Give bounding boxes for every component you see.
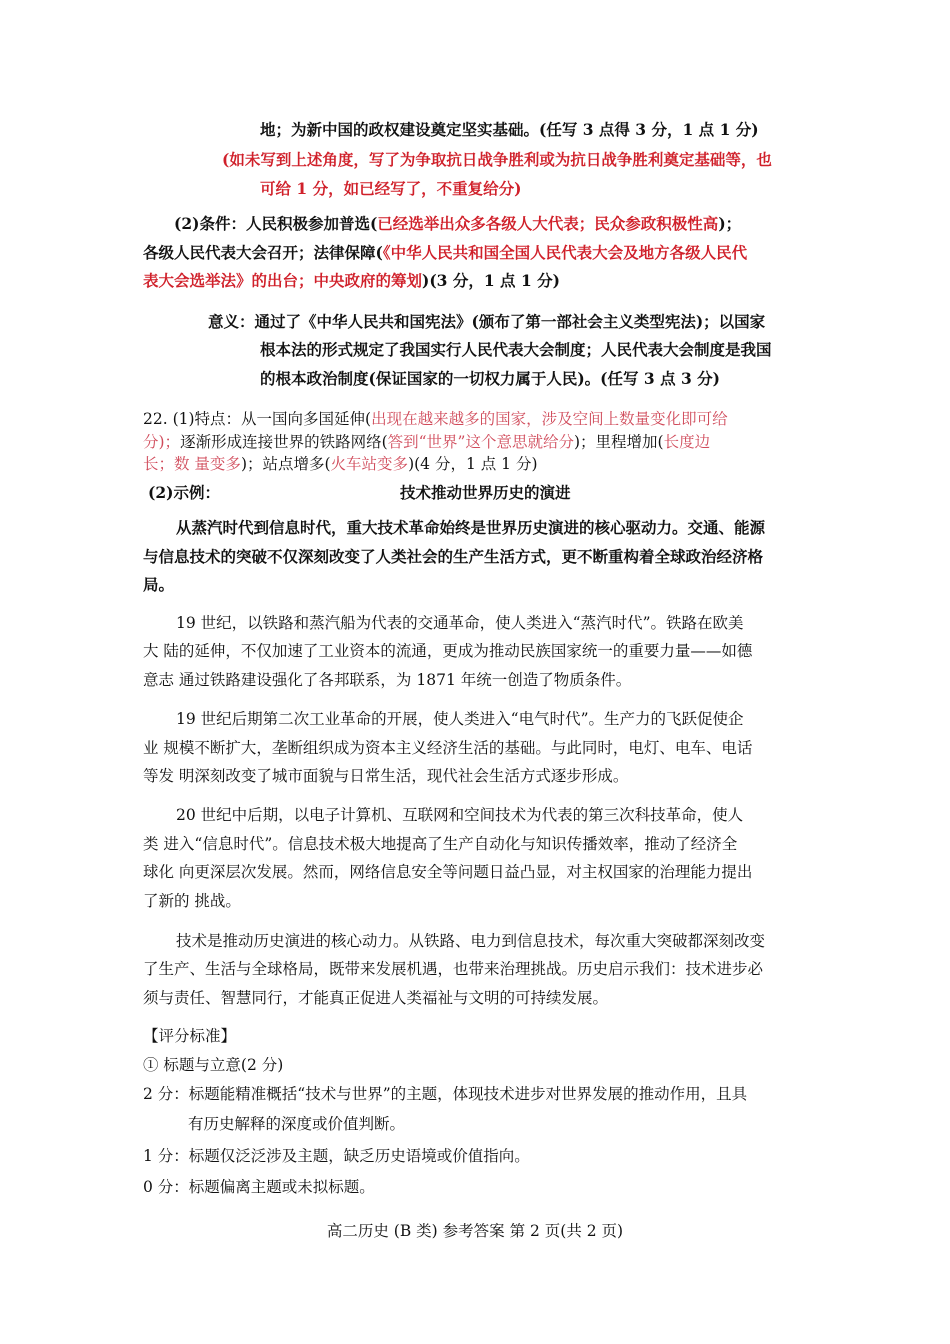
- q22-p1-a-red: 出现在越来越多的国家，涉及空间上数量变化即可给: [371, 410, 728, 428]
- q22-p1-c: )；站点增多(: [240, 455, 331, 473]
- rubric-item-1: ① 标题与立意(2 分): [143, 1056, 284, 1074]
- rubric-item-4: 0 分：标题偏离主题或未拟标题。: [143, 1178, 375, 1196]
- rubric-item-2b: 有历史解释的深度或价值判断。: [188, 1115, 406, 1133]
- essay-intro-3: 局。: [143, 575, 175, 594]
- rubric-title: 【评分标准】: [143, 1027, 237, 1045]
- q21-condition-line3: [143, 270, 560, 292]
- essay-para1-1: 19 世纪，以铁路和蒸汽船为代表的交通革命，使人类进入“蒸汽时代”。铁路在欧美: [176, 614, 744, 632]
- q21-condition-line1: [174, 213, 741, 235]
- q22-p1-c-red2: 火车站变多: [330, 455, 409, 473]
- q21-cond-a-end: )；: [718, 214, 742, 233]
- q22-features-line1: [143, 408, 728, 430]
- q22-p1-b-red3: 长度边: [663, 433, 711, 451]
- essay-para3-2: 类 进入“信息时代”。信息技术极大地提高了生产自动化与知识传播效率，推动了经济全: [143, 835, 738, 853]
- essay-para4-3: 须与责任、智慧同行，才能真正促进人类福祉与文明的可持续发展。: [143, 989, 609, 1007]
- q21-note2: 可给 1 分，如已经写了，不重复给分): [260, 179, 522, 198]
- q21-line1: 地；为新中国的政权建设奠定坚实基础。(任写 3 点得 3 分，1 点 1 分): [260, 120, 759, 139]
- q22-p1-b-end: )；里程增加(: [573, 433, 664, 451]
- essay-para3-4: 了新的 挑战。: [143, 892, 241, 910]
- essay-para3-1: 20 世纪中后期，以电子计算机、互联网和空间技术为代表的第三次科技革命，使人: [176, 806, 744, 824]
- essay-intro-1: 从蒸汽时代到信息时代，重大技术革命始终是世界历史演进的核心驱动力。交通、能源: [176, 518, 766, 537]
- q21-cond-b: 各级人民代表大会召开；法律保障(: [143, 243, 383, 262]
- q21-note1: (如未写到上述角度，写了为争取抗日战争胜利或为抗日战争胜利奠定基础等，也: [222, 150, 772, 169]
- rubric-item-3: 1 分：标题仅泛泛涉及主题，缺乏历史语境或价值指向。: [143, 1147, 530, 1165]
- page-footer: 高二历史 (B 类) 参考答案 第 2 页(共 2 页): [326, 1222, 624, 1240]
- q22-features-line2: [143, 431, 710, 453]
- q22-p1-b: 逐渐形成连接世界的铁路网络(: [180, 433, 388, 451]
- q22-features-line3: [143, 453, 538, 475]
- q22-p1-b-red2: 答到“世界”这个意思就给分: [387, 433, 574, 451]
- essay-title: 技术推动世界历史的演进: [400, 483, 571, 502]
- essay-para2-1: 19 世纪后期第二次工业革命的开展，使人类进入“电气时代”。生产力的飞跃促使企: [176, 710, 744, 728]
- essay-para3-3: 球化 向更深层次发展。然而，网络信息安全等问题日益凸显，对主权国家的治理能力提出: [143, 863, 753, 881]
- q22-p1-c-end: )(4 分，1 点 1 分): [408, 455, 538, 473]
- rubric-item-2a: 2 分：标题能精准概括“技术与世界”的主题，体现技术进步对世界发展的推动作用，且具: [143, 1085, 748, 1103]
- q22-example-label: (2)示例：: [148, 483, 220, 502]
- q21-significance-3: 的根本政治制度(保证国家的一切权力属于人民)。(任写 3 点 3 分): [260, 369, 720, 388]
- q21-cond-a: (2)条件：人民积极参加普选(: [174, 214, 378, 233]
- essay-para4-1: 技术是推动历史演进的核心动力。从铁路、电力到信息技术，每次重大突破都深刻改变: [176, 932, 766, 950]
- q21-cond-a-red: 已经选举出众多各级人大代表；民众参政积极性高: [377, 214, 719, 233]
- q21-significance-1: 意义：通过了《中华人民共和国宪法》(颁布了第一部社会主义类型宪法)；以国家: [208, 312, 766, 331]
- essay-para1-2: 大 陆的延伸，不仅加速了工业资本的流通，更成为推动民族国家统一的重要力量——如德: [143, 642, 753, 660]
- q21-cond-b-red: 《中华人民共和国全国人民代表大会及地方各级人民代: [382, 243, 748, 262]
- q21-condition-line2: [143, 242, 747, 264]
- q22-p1-c-red: 长；数 量变多: [143, 455, 241, 473]
- essay-para2-2: 业 规模不断扩大，垄断组织成为资本主义经济生活的基础。与此同时，电灯、电车、电话: [143, 739, 753, 757]
- essay-intro-2: 与信息技术的突破不仅深刻改变了人类社会的生产生活方式，更不断重构着全球政治经济格: [143, 547, 764, 566]
- essay-para1-3: 意志 通过铁路建设强化了各邦联系，为 1871 年统一创造了物质条件。: [143, 671, 632, 689]
- q21-cond-c-end: )(3 分，1 点 1 分): [422, 271, 560, 290]
- q22-p1-a: 22. (1)特点：从一国向多国延伸(: [143, 410, 372, 428]
- q21-cond-c-red: 表大会选举法》的出台；中央政府的筹划: [143, 271, 423, 290]
- q21-significance-2: 根本法的形式规定了我国实行人民代表大会制度；人民代表大会制度是我国: [260, 340, 772, 359]
- essay-para4-2: 了生产、生活与全球格局，既带来发展机遇，也带来治理挑战。历史启示我们：技术进步必: [143, 960, 764, 978]
- essay-para2-3: 等发 明深刻改变了城市面貌与日常生活，现代社会生活方式逐步形成。: [143, 767, 629, 785]
- q22-p1-b-red: 分)；: [143, 433, 181, 451]
